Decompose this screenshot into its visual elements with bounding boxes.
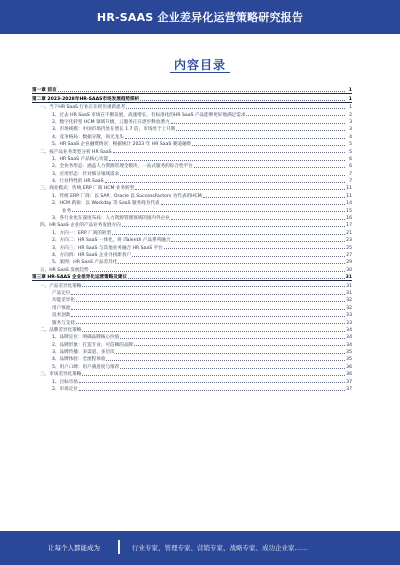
toc-entry-text: 3、应用形态：针对细分领域需求: [52, 171, 120, 177]
toc-entry-row[interactable]: [32, 214, 352, 221]
toc-page-number: 34: [346, 335, 352, 341]
report-header: [0, 0, 400, 34]
toc-entry-row[interactable]: [32, 243, 352, 250]
table-of-contents: [32, 86, 352, 392]
toc-entry-row[interactable]: [32, 370, 352, 377]
toc-leader-dots: [132, 256, 345, 257]
toc-leader-dots: [82, 375, 345, 376]
toc-entry-text: 4、方向四：HR SaaS 企业寻找新客户: [52, 252, 132, 258]
toc-leader-dots: [164, 248, 345, 249]
toc-entry-row[interactable]: [32, 296, 352, 303]
toc-entry-text: 5、用户口碑：用户满意度与推荐: [52, 364, 120, 370]
toc-chapter-row[interactable]: [32, 273, 352, 281]
toc-entry-row[interactable]: [32, 333, 352, 340]
toc-page-number: 29: [346, 260, 352, 266]
toc-page-number: 35: [346, 357, 352, 363]
toc-leader-dots: [79, 382, 345, 383]
toc-page-number: 33: [346, 313, 352, 319]
toc-page-number: 4: [349, 134, 352, 140]
toc-leader-dots: [134, 345, 345, 346]
toc-entry-text: 1、HR SaaS 产品核心功能: [52, 156, 109, 162]
toc-heading-rule: [170, 72, 230, 73]
footer-divider: [118, 540, 120, 554]
toc-leader-dots: [126, 108, 345, 109]
toc-leader-dots: [90, 271, 345, 272]
toc-entry-text: 业务: [62, 208, 72, 214]
toc-entry-row[interactable]: [32, 326, 352, 333]
toc-entry-row[interactable]: [32, 385, 352, 392]
toc-page-number: 1: [348, 96, 352, 102]
toc-entry-row[interactable]: [32, 103, 352, 110]
toc-leader-dots: [106, 360, 345, 361]
toc-entry-text: 1、传统 ERP 厂商：以 SAP、Oracle 以 SuccessFactors 为代表的HCM: [52, 193, 202, 199]
toc-page-number: 7: [349, 179, 352, 185]
toc-leader-dots: [71, 309, 345, 310]
toc-entry-text: 2、市场定位: [52, 387, 78, 393]
toc-leader-dots: [161, 204, 345, 205]
toc-page-number: 14: [346, 201, 352, 207]
toc-entry-row[interactable]: [32, 125, 352, 132]
toc-page-number: 23: [346, 238, 352, 244]
toc-leader-dots: [71, 294, 345, 295]
toc-leader-dots: [58, 91, 345, 92]
toc-entry-text: 4、竞争格局：数据分散，尚无龙头: [52, 134, 124, 140]
toc-page-number: 37: [346, 387, 352, 393]
toc-leader-dots: [105, 182, 345, 183]
report-title: HR-SAAS 企业差异化运营策略研究报告: [96, 11, 304, 24]
toc-entry-row[interactable]: [32, 221, 352, 228]
toc-leader-dots: [76, 323, 345, 324]
toc-entry-row[interactable]: [32, 340, 352, 347]
toc-page-number: 27: [346, 252, 352, 258]
toc-page-number: 36: [346, 372, 352, 378]
toc-heading: 内容目录: [173, 58, 226, 72]
toc-leader-dots: [71, 316, 345, 317]
toc-leader-dots: [122, 226, 345, 227]
toc-page-number: 11: [346, 193, 352, 199]
toc-entry-text: 三、市场差异化策略: [40, 372, 82, 378]
toc-leader-dots: [128, 278, 344, 279]
toc-page-number: 31: [346, 290, 352, 296]
toc-leader-dots: [120, 338, 345, 339]
toc-entry-text: 3、方向三：HR SaaS 与其他业务融合 HR SaaS 平台: [52, 245, 163, 251]
toc-entry-text: 2、HCM 新锐：以 Workday 等 SaaS 服务商为代表: [52, 201, 160, 207]
toc-entry-text: 功能差异化: [52, 298, 75, 304]
toc-leader-dots: [79, 390, 345, 391]
toc-entry-row[interactable]: [32, 236, 352, 243]
toc-entry-text: 三、商业模式：传统 ERP 厂商 HCM 业务转型: [40, 186, 135, 192]
toc-page-number: 21: [346, 230, 352, 236]
toc-leader-dots: [203, 197, 345, 198]
toc-entry-text: 二、品牌差异化策略: [40, 327, 82, 333]
toc-page-number: 25: [346, 245, 352, 251]
toc-entry-row[interactable]: [32, 191, 352, 198]
toc-entry-text: 2、数字化转型 HCM 领域升级，云服务正在逐步释放潜力: [52, 119, 170, 125]
toc-page-number: 15: [346, 208, 352, 214]
toc-entry-row[interactable]: [32, 155, 352, 162]
toc-entry-text: 第一章 前言: [32, 88, 57, 94]
toc-page-number: 32: [346, 305, 352, 311]
toc-leader-dots: [171, 123, 345, 124]
toc-entry-text: 2、品牌形象：打造专业、可信赖的品牌: [52, 342, 134, 348]
toc-page-number: 34: [346, 342, 352, 348]
toc-entry-row[interactable]: [32, 199, 352, 206]
toc-entry-row[interactable]: [32, 118, 352, 125]
toc-page-number: 1: [349, 105, 352, 111]
toc-entry-text: 二、按产品业务类型分析 HR SaaS: [40, 149, 112, 155]
toc-page-number: 2: [349, 112, 352, 118]
toc-entry-row[interactable]: [32, 377, 352, 384]
toc-entry-text: 第二章 2023-2028年HR-SAAS市场发展趋势探析: [32, 96, 140, 102]
toc-entry-text: 4、行业特性的 HR SaaS: [52, 179, 104, 185]
toc-leader-dots: [118, 263, 345, 264]
toc-leader-dots: [135, 189, 345, 190]
toc-leader-dots: [194, 167, 345, 168]
toc-leader-dots: [72, 211, 345, 212]
toc-leader-dots: [171, 241, 345, 242]
toc-entry-row[interactable]: [32, 289, 352, 296]
toc-entry-row[interactable]: [32, 303, 352, 310]
toc-leader-dots: [171, 219, 345, 220]
toc-page-number: 35: [346, 350, 352, 356]
toc-entry-text: 5、HR SaaS 企业融资情况：根据统计 2023 年 HR SaaS 赛道融资: [52, 142, 192, 148]
toc-leader-dots: [140, 100, 345, 101]
toc-page-number: 31: [345, 275, 352, 281]
toc-page-number: 7: [349, 171, 352, 177]
toc-leader-dots: [82, 331, 345, 332]
toc-leader-dots: [113, 152, 345, 153]
toc-page-number: 1: [348, 88, 352, 94]
toc-leader-dots: [120, 368, 345, 369]
toc-entry-row[interactable]: [32, 362, 352, 369]
toc-entry-text: 1、目标市场: [52, 379, 78, 385]
toc-page-number: 37: [346, 379, 352, 385]
toc-entry-row[interactable]: [32, 184, 352, 191]
toc-entry-row[interactable]: [32, 265, 352, 272]
toc-page-number: 36: [346, 364, 352, 370]
toc-entry-text: 五、HR SaaS 发展趋势: [40, 267, 89, 273]
toc-leader-dots: [246, 115, 345, 116]
toc-leader-dots: [82, 286, 345, 287]
toc-entry-text: 4、品牌体验：全流程体验: [52, 357, 106, 363]
toc-entry-text: 5、案例：HR SaaS 产品差异化: [52, 260, 118, 266]
toc-entry-text: 2、方向二：HR SaaS 一体化，将 iTalentX 产品系列融合: [52, 238, 171, 244]
toc-entry-text: 3、市场规模：中国市场仍处在增长 1.7 倍，市场处于上升期: [52, 127, 176, 133]
toc-entry-text: 一、当下HR SaaS 行业正在经历重新思考: [40, 105, 126, 111]
footer-banner: [0, 531, 400, 565]
toc-entry-row[interactable]: [32, 258, 352, 265]
toc-entry-row[interactable]: [32, 281, 352, 288]
toc-page-number: 6: [349, 156, 352, 162]
toc-chapter-row[interactable]: [32, 86, 352, 94]
toc-entry-row[interactable]: [32, 348, 352, 355]
toc-leader-dots: [120, 175, 345, 176]
toc-entry-row[interactable]: [32, 251, 352, 258]
toc-entry-row[interactable]: [32, 140, 352, 147]
toc-entry-text: 一、产品差异化策略: [40, 283, 82, 289]
footer-slogan-sub: 行业专家、管理专家、营销专家、战略专家、成功企业家……: [132, 544, 308, 552]
footer-slogan: 让每个人都能成为: [48, 544, 100, 552]
toc-leader-dots: [76, 301, 345, 302]
toc-entry-text: 3、各行业也在深度布局：人力资源管理领域的国内外企业: [52, 216, 170, 222]
toc-entry-row[interactable]: [32, 110, 352, 117]
toc-page-number: 33: [346, 320, 352, 326]
toc-entry-row[interactable]: [32, 177, 352, 184]
toc-entry-text: 服务与支持: [52, 320, 75, 326]
toc-leader-dots: [125, 138, 345, 139]
toc-page-number: 32: [346, 298, 352, 304]
toc-page-number: 5: [349, 142, 352, 148]
toc-leader-dots: [112, 234, 345, 235]
toc-entry-text: 2、全业务形态：涵盖人力资源管理全模块，一站式服务的综合性平台: [52, 164, 193, 170]
toc-entry-text: 第三章 HR-SAAS 企业差异化运营策略及建议: [32, 275, 128, 281]
toc-page-number: 11: [346, 186, 352, 192]
toc-leader-dots: [176, 130, 345, 131]
toc-entry-row[interactable]: [32, 355, 352, 362]
toc-page-number: 34: [346, 327, 352, 333]
toc-leader-dots: [192, 145, 345, 146]
toc-entry-row[interactable]: [32, 228, 352, 235]
toc-leader-dots: [116, 353, 345, 354]
toc-entry-row[interactable]: [32, 162, 352, 169]
toc-leader-dots: [109, 160, 345, 161]
toc-page-number: 16: [346, 216, 352, 222]
toc-entry-row[interactable]: [32, 311, 352, 318]
toc-chapter-row[interactable]: [32, 94, 352, 102]
toc-page-number: 17: [346, 223, 352, 229]
toc-page-number: 6: [349, 164, 352, 170]
toc-page-number: 30: [346, 267, 352, 273]
toc-entry-row[interactable]: [32, 318, 352, 325]
toc-page-number: 3: [349, 119, 352, 125]
toc-entry-text: 技术创新: [52, 313, 71, 319]
toc-entry-row[interactable]: [32, 132, 352, 139]
toc-entry-row[interactable]: [32, 169, 352, 176]
toc-entry-text: 产品定位: [52, 290, 71, 296]
toc-entry-row[interactable]: [32, 147, 352, 154]
toc-entry-text: 1、品牌定位：明确品牌核心价值: [52, 335, 120, 341]
toc-entry-row[interactable]: [32, 206, 352, 213]
toc-page-number: 31: [346, 283, 352, 289]
toc-entry-text: 用户体验: [52, 305, 71, 311]
toc-entry-text: 四、HR SaaS 企业的产品业务发展方向: [40, 223, 121, 229]
toc-entry-text: 3、品牌传播：多渠道、多层次: [52, 350, 115, 356]
toc-page-number: 5: [349, 149, 352, 155]
toc-entry-text: 1、方向一：ERP 厂商的转型: [52, 230, 112, 236]
toc-entry-text: 1、过去 HR SaaS 市场在不断发展，高速增长，有标准化的HR SaaS 产品能够更好地满足需求: [52, 112, 246, 118]
toc-page-number: 3: [349, 127, 352, 133]
